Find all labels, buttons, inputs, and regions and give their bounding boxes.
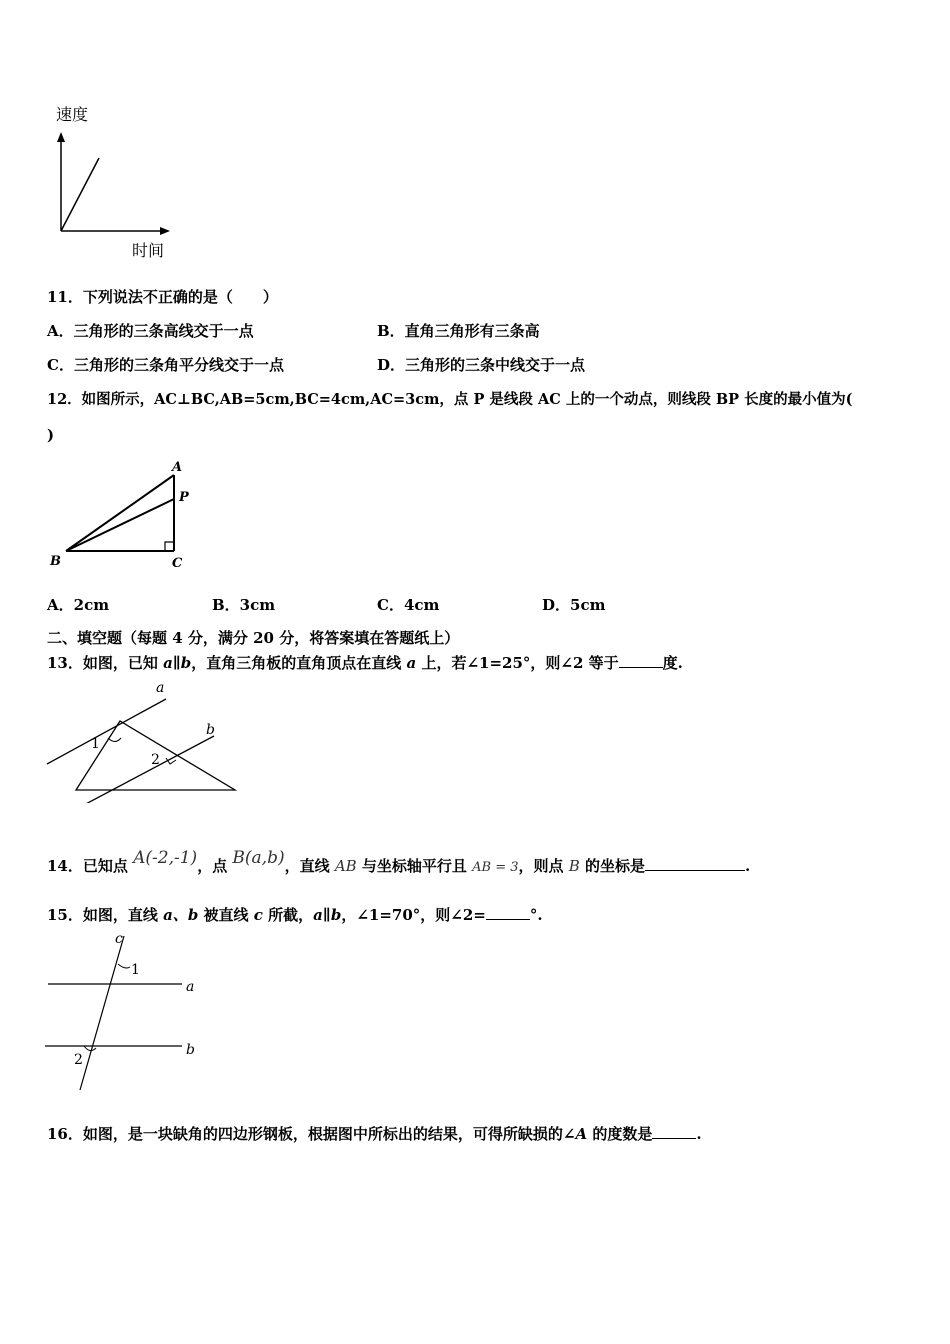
label-1: 1 <box>91 736 100 752</box>
q16-answer-blank[interactable] <box>652 1124 696 1139</box>
label-2: 2 <box>74 1052 83 1068</box>
q11-option-a: A．三角形的三条高线交于一点 <box>47 322 254 340</box>
q12-stem-line1: 12．如图所示，AC⊥BC,AB=5cm,BC=4cm,AC=3cm，点 P 是线段 AC 上的一个动点，则线段 BP 长度的最小值为( <box>47 391 853 408</box>
x-axis-arrow <box>160 227 170 235</box>
q15-pre: 15．如图，直线 <box>47 906 164 924</box>
q14-mid2: ，直线 <box>284 857 335 875</box>
q13-var-a2: a <box>406 654 417 672</box>
label-P: P <box>179 490 189 505</box>
x-axis-label: 时间 <box>132 241 165 260</box>
q13-stem <box>47 652 683 673</box>
q15-apb: a∥b <box>313 906 342 924</box>
q12-stem-line2: ) <box>47 426 55 444</box>
q14-answer-blank[interactable] <box>645 856 745 871</box>
q13-mid: ，直角三角板的直角顶点在直线 <box>191 654 407 672</box>
q16-post: 的度数是 <box>587 1125 653 1143</box>
q13-var-a: a <box>163 654 173 672</box>
q14-point-b: B(a,b) <box>232 848 285 868</box>
q14-end: . <box>745 857 751 875</box>
section-2-heading: 二、填空题（每题 4 分，满分 20 分，将答案填在答题纸上） <box>47 629 460 647</box>
line-b <box>82 736 214 803</box>
q14-ab: AB <box>334 857 357 875</box>
label-a: a <box>156 680 165 696</box>
segment-BP <box>66 499 174 551</box>
label-C: C <box>172 556 183 571</box>
q14-point-a: A(-2,-1) <box>133 848 198 868</box>
q12-option-a: A．2cm <box>47 596 110 614</box>
q16-pre: 16．如图，是一块缺角的四边形钢板，根据图中所标出的结果，可得所缺损的∠ <box>47 1125 576 1143</box>
q15-end: °. <box>529 906 543 924</box>
q15-mid1: 被直线 <box>198 906 254 924</box>
q14-mid1: ，点 <box>197 857 233 875</box>
line-a <box>47 699 166 764</box>
q15-mid2: 所截， <box>262 906 314 924</box>
speed-time-figure <box>40 98 190 263</box>
q11-option-c: C．三角形的三条角平分线交于一点 <box>47 356 284 374</box>
label-2: 2 <box>151 752 160 768</box>
q12-option-b: B．3cm <box>212 596 276 614</box>
label-1: 1 <box>131 962 140 978</box>
angle-1-arc <box>118 964 130 968</box>
q15-mid3: ，∠1=70°，则∠2= <box>341 906 486 924</box>
q11-option-d: D．三角形的三条中线交于一点 <box>377 356 586 374</box>
y-axis-label: 速度 <box>56 105 89 124</box>
q16-stem <box>47 1123 702 1144</box>
q15-c: c <box>253 906 263 924</box>
label-a: a <box>186 979 195 995</box>
q15-answer-blank[interactable] <box>486 905 530 920</box>
segment-BA <box>66 475 174 551</box>
speed-line <box>61 158 99 231</box>
q13-end: 度. <box>662 654 683 672</box>
q15-stem <box>47 904 543 925</box>
label-c: c <box>115 931 123 947</box>
y-axis-arrow <box>57 132 65 142</box>
q12-option-d: D．5cm <box>542 596 606 614</box>
q11-option-b: B．直角三角形有三条高 <box>377 322 540 340</box>
q16-end: . <box>696 1125 702 1143</box>
q13-pre: 13．如图，已知 <box>47 654 164 672</box>
q14-post: 的坐标是 <box>579 857 646 875</box>
q14-stem <box>47 848 751 876</box>
q14-b: B <box>568 857 580 875</box>
right-angle-mark <box>165 542 174 551</box>
angle-2-arc <box>84 1046 96 1051</box>
q15-ab: a、b <box>163 906 199 924</box>
line-c <box>80 936 124 1090</box>
label-b: b <box>186 1042 195 1058</box>
q14-ab-eq: AB = 3 <box>472 860 519 875</box>
q15-figure <box>40 928 210 1093</box>
q13-answer-blank[interactable] <box>619 653 663 668</box>
q13-post: 上，若∠1=25°，则∠2 等于 <box>416 654 619 672</box>
q13-figure <box>40 678 250 803</box>
label-B: B <box>50 554 61 569</box>
q13-var-b: b <box>180 654 192 672</box>
q14-mid3: 与坐标轴平行且 <box>356 857 473 875</box>
q16-var-a: A <box>575 1125 588 1143</box>
label-b: b <box>206 722 215 738</box>
q12-triangle-figure <box>44 455 204 575</box>
q11-stem: 11．下列说法不正确的是（ ） <box>47 288 278 306</box>
q12-option-c: C．4cm <box>377 596 440 614</box>
angle-1-arc <box>108 738 121 742</box>
q14-mid4: ，则点 <box>518 857 569 875</box>
q13-parallel: ∥ <box>172 654 181 672</box>
q14-pre: 14．已知点 <box>47 857 134 875</box>
label-A: A <box>172 460 183 475</box>
